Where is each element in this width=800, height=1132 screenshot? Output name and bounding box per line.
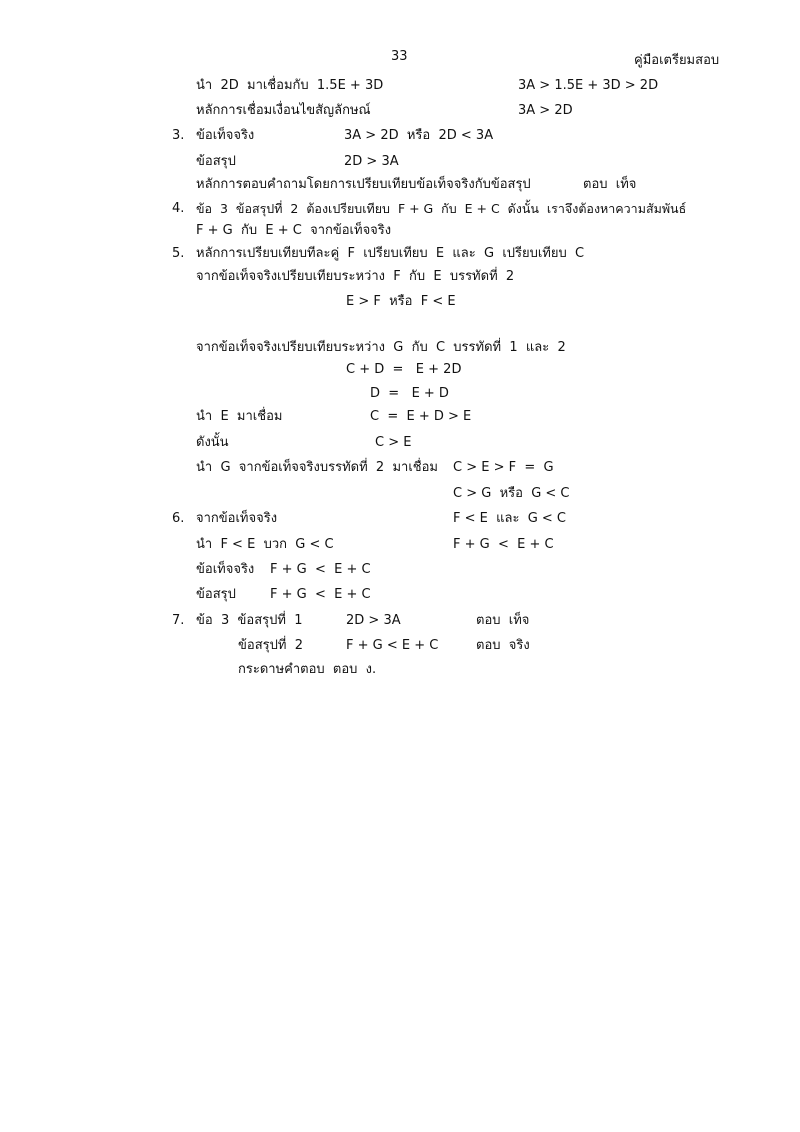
text-line: จากข้อเท็จจริงเปรียบเทียบระหว่าง G กับ C บรรทัดที่ 1 และ 2	[196, 340, 566, 355]
text-line: C = E + D > E	[370, 409, 472, 424]
text-line: 2D > 3A	[344, 154, 399, 169]
text-line: D = E + D	[370, 386, 449, 401]
text-line: C > E > F = G	[453, 460, 554, 475]
list-number: 5.	[172, 246, 185, 261]
text-line: F + G < E + C	[270, 562, 371, 577]
text-line: F + G กับ E + C จากข้อเท็จจริง	[196, 223, 392, 238]
text-line: F + G < E + C	[270, 587, 371, 602]
text-line: F + G < E + C	[453, 537, 554, 552]
text-line: 3A > 2D	[518, 103, 573, 118]
text-line: ข้อสรุป	[196, 154, 236, 169]
text-line: นำ G จากข้อเท็จจริงบรรทัดที่ 2 มาเชื่อม	[196, 460, 438, 475]
text-line: นำ 2D มาเชื่อมกับ 1.5E + 3D	[196, 78, 384, 93]
text-line: C > E	[375, 435, 412, 450]
list-number: 4.	[172, 201, 185, 216]
text-line: ตอบ เท็จ	[476, 613, 530, 628]
text-line: ข้อสรุป	[196, 587, 236, 602]
text-line: F < E และ G < C	[453, 511, 567, 526]
text-line: ข้อ 3 ข้อสรุปที่ 2 ต้องเปรียบเทียบ F + G กับ E + C ดังนั้น เราจึงต้องหาความสัมพันธ์	[196, 201, 687, 216]
text-line: ข้อสรุปที่ 2	[238, 638, 303, 653]
text-line: ดังนั้น	[196, 435, 229, 450]
text-line: 3A > 1.5E + 3D > 2D	[518, 78, 659, 93]
list-number: 7.	[172, 613, 185, 628]
text-line: 2D > 3A	[346, 613, 401, 628]
list-number: 6.	[172, 511, 185, 526]
text-line: 3A > 2D หรือ 2D < 3A	[344, 128, 494, 143]
text-line: ข้อเท็จจริง	[196, 128, 255, 143]
text-line: หลักการเชื่อมเงื่อนไขสัญลักษณ์	[196, 103, 371, 118]
book-title: คู่มือเตรียมสอบ	[634, 53, 720, 68]
text-line: ข้อ 3 ข้อสรุปที่ 1	[196, 613, 303, 628]
text-line: นำ F < E บวก G < C	[196, 537, 334, 552]
text-line: C > G หรือ G < C	[453, 486, 570, 501]
text-line: นำ E มาเชื่อม	[196, 409, 283, 424]
text-line: หลักการเปรียบเทียบทีละคู่ F เปรียบเทียบ E และ G เปรียบเทียบ C	[196, 246, 585, 261]
text-line: F + G < E + C	[346, 638, 439, 653]
page-number: 33	[391, 49, 408, 64]
text-line: จากข้อเท็จจริงเปรียบเทียบระหว่าง F กับ E บรรทัดที่ 2	[196, 269, 515, 284]
text-line: หลักการตอบคำถามโดยการเปรียบเทียบข้อเท็จจริงกับข้อสรุป	[196, 177, 531, 192]
list-number: 3.	[172, 128, 185, 143]
text-line: C + D = E + 2D	[346, 362, 462, 377]
text-line: ตอบ จริง	[476, 638, 530, 653]
text-line: กระดาษคำตอบ ตอบ ง.	[238, 662, 377, 677]
text-line: ตอบ เท็จ	[583, 177, 637, 192]
text-line: ข้อเท็จจริง	[196, 562, 255, 577]
text-line: E > F หรือ F < E	[346, 294, 456, 309]
text-line: จากข้อเท็จจริง	[196, 511, 278, 526]
